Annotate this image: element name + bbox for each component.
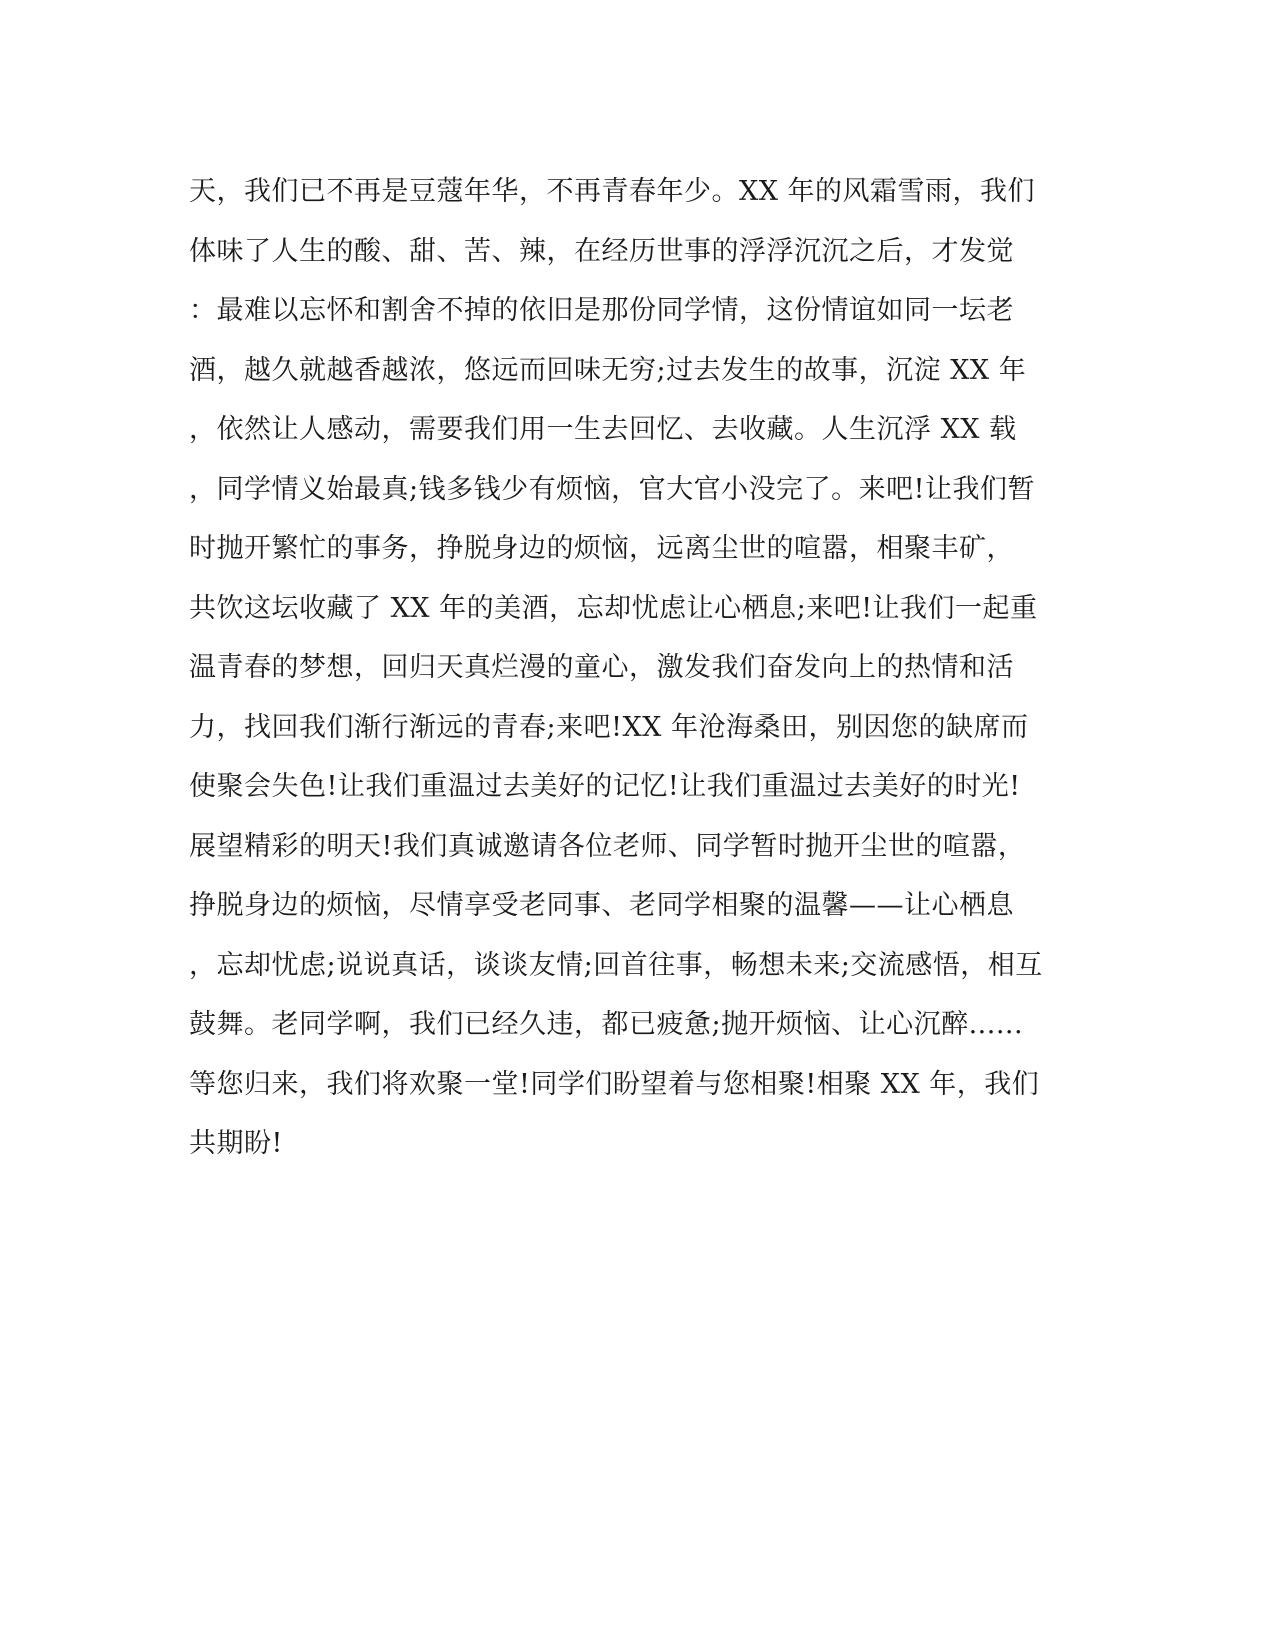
text-line: 温青春的梦想，回归天真烂漫的童心，激发我们奋发向上的热情和活 (189, 652, 1014, 683)
text-line: 体味了人生的酸、甜、苦、辣，在经历世事的浮浮沉沉之后，才发觉 (189, 235, 1014, 267)
body-text (189, 162, 1089, 1174)
text-line: 力，找回我们渐行渐远的青春;来吧!XX 年沧海桑田，别因您的缺席而 (189, 711, 1029, 743)
text-line: ，同学情义始最真;钱多钱少有烦恼，官大官小没完了。来吧!让我们暂 (189, 473, 1035, 505)
text-line: 酒，越久就越香越浓，悠远而回味无穷;过去发生的故事，沉淀 XX 年 (189, 354, 1027, 386)
text-line: ：最难以忘怀和割舍不掉的依旧是那份同学情，这份情谊如同一坛老 (189, 295, 1014, 326)
text-line: 共期盼! (189, 1128, 283, 1159)
text-line: 共饮这坛收藏了 XX 年的美酒，忘却忧虑让心栖息;来吧!让我们一起重 (189, 592, 1038, 624)
text-line: 展望精彩的明天!我们真诚邀请各位老师、同学暂时抛开尘世的喧嚣， (189, 830, 1026, 862)
text-line: 时抛开繁忙的事务，挣脱身边的烦恼，远离尘世的喧嚣，相聚丰矿， (189, 533, 1014, 564)
text-line: 天，我们已不再是豆蔻年华，不再青春年少。XX 年的风霜雪雨，我们 (189, 176, 1036, 207)
text-line: ，忘却忧虑;说说真话，谈谈友情;回首往事，畅想未来;交流感悟，相互 (189, 949, 1043, 981)
text-line: 等您归来，我们将欢聚一堂!同学们盼望着与您相聚!相聚 XX 年，我们 (189, 1068, 1040, 1100)
text-line: ，依然让人感动，需要我们用一生去回忆、去收藏。人生沉浮 XX 载 (189, 414, 1017, 445)
text-line: 鼓舞。老同学啊，我们已经久违，都已疲惫;抛开烦恼、让心沉醉...... (189, 1009, 1024, 1040)
text-line: 挣脱身边的烦恼，尽情享受老同事、老同学相聚的温馨——让心栖息 (189, 890, 1014, 921)
text-line: 使聚会失色!让我们重温过去美好的记忆!让我们重温过去美好的时光! (189, 771, 1021, 802)
